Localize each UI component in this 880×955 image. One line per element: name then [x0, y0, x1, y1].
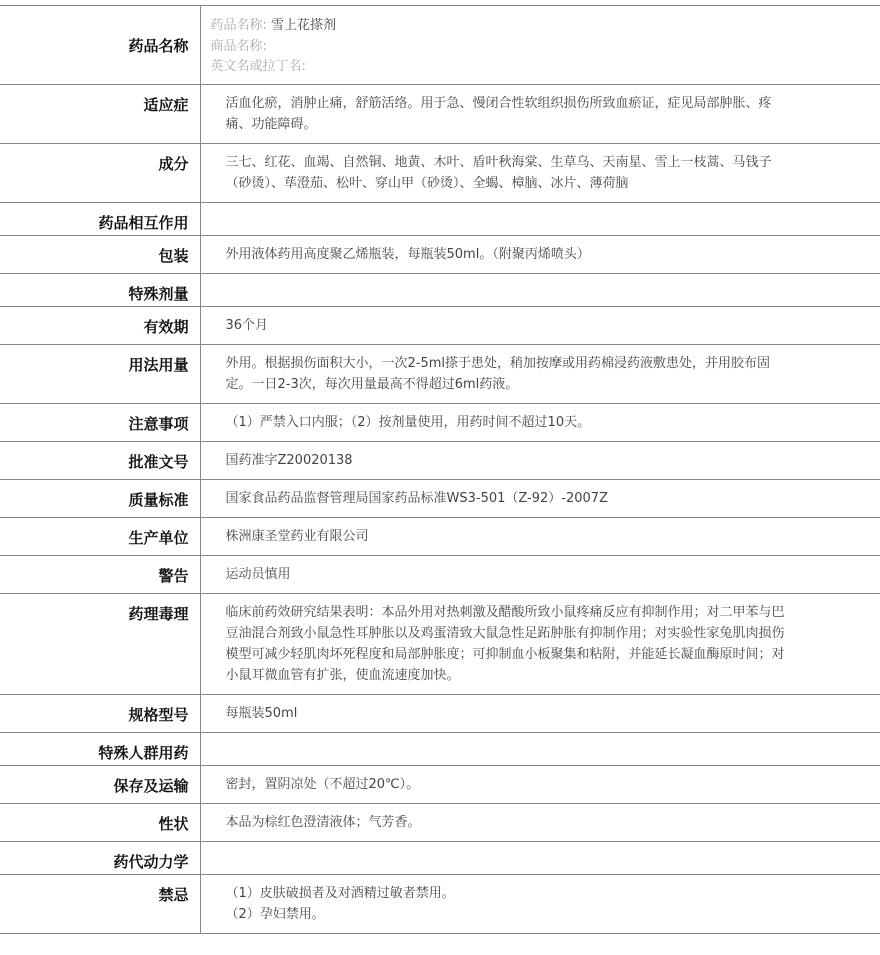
drug-name-cell — [200, 6, 880, 85]
row-label: 性状 — [0, 803, 200, 841]
row-value: 活血化瘀，消肿止痛，舒筋活络。用于急、慢闭合性软组织损伤所致血瘀证，症见局部肿胀、疼痛、功能障碍。 — [200, 84, 880, 143]
row-manufacturer — [0, 517, 880, 555]
row-approval-number — [0, 441, 880, 479]
generic-name-value: 雪上花搽剂 — [271, 18, 337, 33]
row-value — [200, 841, 880, 874]
row-label: 特殊人群用药 — [0, 732, 200, 765]
row-value: 临床前药效研究结果表明：本品外用对热刺激及醋酸所致小鼠疼痛反应有抑制作用；对二甲苯与巴豆油混合剂致小鼠急性耳肿胀以及鸡蛋清致大鼠急性足跖肿胀有抑制作用；对实验性家兔肌肉损伤模型可减少轻肌肉坏死程度和局部肿胀度；可抑制血小板聚集和粘附，并能延长凝血酶原时间；对小鼠耳微血管有扩张，使血流速度加快。 — [200, 593, 880, 694]
row-label: 药理毒理 — [0, 593, 200, 694]
row-value: 外用。根据损伤面积大小，一次2-5ml搽于患处，稍加按摩或用药棉浸药液敷患处，并用胶布固定。一日2-3次，每次用量最高不得超过6ml药液。 — [200, 344, 880, 403]
contraindication-item: （1）皮肤破损者及对酒精过敏者禁用。 — [225, 885, 455, 901]
contraindication-list — [200, 874, 880, 933]
row-label: 药品名称 — [0, 6, 200, 85]
row-precautions — [0, 403, 880, 441]
row-value — [200, 202, 880, 235]
row-interactions — [0, 202, 880, 235]
row-label: 质量标准 — [0, 479, 200, 517]
row-special-dosage — [0, 273, 880, 306]
row-label: 成分 — [0, 143, 200, 202]
row-label: 适应症 — [0, 84, 200, 143]
row-value: 36个月 — [200, 306, 880, 344]
row-label: 禁忌 — [0, 874, 200, 933]
row-special-populations — [0, 732, 880, 765]
row-value: 三七、红花、血竭、自然铜、地黄、木叶、盾叶秋海棠、生草乌、天南星、雪上一枝蒿、马钱子（砂烫）、荜澄茄、松叶、穿山甲（砂烫）、全蝎、樟脑、冰片、薄荷脑 — [200, 143, 880, 202]
row-value — [200, 273, 880, 306]
row-label: 警告 — [0, 555, 200, 593]
row-quality-standard — [0, 479, 880, 517]
row-value: 每瓶装50ml — [200, 694, 880, 732]
generic-name-key: 药品名称: — [210, 18, 267, 33]
row-label: 用法用量 — [0, 344, 200, 403]
row-value — [200, 732, 880, 765]
generic-name-line — [211, 16, 869, 37]
row-specification — [0, 694, 880, 732]
row-value: 国家食品药品监督管理局国家药品标准WS3-501（Z-92）-2007Z — [200, 479, 880, 517]
row-label: 生产单位 — [0, 517, 200, 555]
row-label: 包装 — [0, 235, 200, 273]
english-name-key: 英文名或拉丁名: — [210, 59, 306, 74]
row-value: 本品为棕红色澄清液体；气芳香。 — [200, 803, 880, 841]
row-usage — [0, 344, 880, 403]
row-contraindications — [0, 874, 880, 933]
row-shelf-life — [0, 306, 880, 344]
row-pharmacokinetics — [0, 841, 880, 874]
row-ingredients — [0, 143, 880, 202]
row-label: 有效期 — [0, 306, 200, 344]
row-appearance — [0, 803, 880, 841]
row-pharmacology — [0, 593, 880, 694]
row-warning — [0, 555, 880, 593]
row-value: 外用液体药用高度聚乙烯瓶装，每瓶装50ml。（附聚丙烯喷头） — [200, 235, 880, 273]
row-label: 药品相互作用 — [0, 202, 200, 235]
row-indications — [0, 84, 880, 143]
row-label: 特殊剂量 — [0, 273, 200, 306]
row-value: 密封，置阴凉处（不超过20℃）。 — [200, 765, 880, 803]
row-value: 株洲康圣堂药业有限公司 — [200, 517, 880, 555]
row-label: 批准文号 — [0, 441, 200, 479]
row-drug-name — [0, 6, 880, 85]
row-label: 规格型号 — [0, 694, 200, 732]
row-value: （1）严禁入口内服；（2）按剂量使用，用药时间不超过10天。 — [200, 403, 880, 441]
row-value: 国药准字Z20020138 — [200, 441, 880, 479]
drug-info-table — [0, 5, 880, 934]
row-label: 注意事项 — [0, 403, 200, 441]
contraindication-item: （2）孕妇禁用。 — [225, 906, 325, 922]
row-value: 运动员慎用 — [200, 555, 880, 593]
row-label: 药代动力学 — [0, 841, 200, 874]
row-packaging — [0, 235, 880, 273]
trade-name-key: 商品名称: — [210, 38, 267, 54]
row-storage — [0, 765, 880, 803]
row-label: 保存及运输 — [0, 765, 200, 803]
